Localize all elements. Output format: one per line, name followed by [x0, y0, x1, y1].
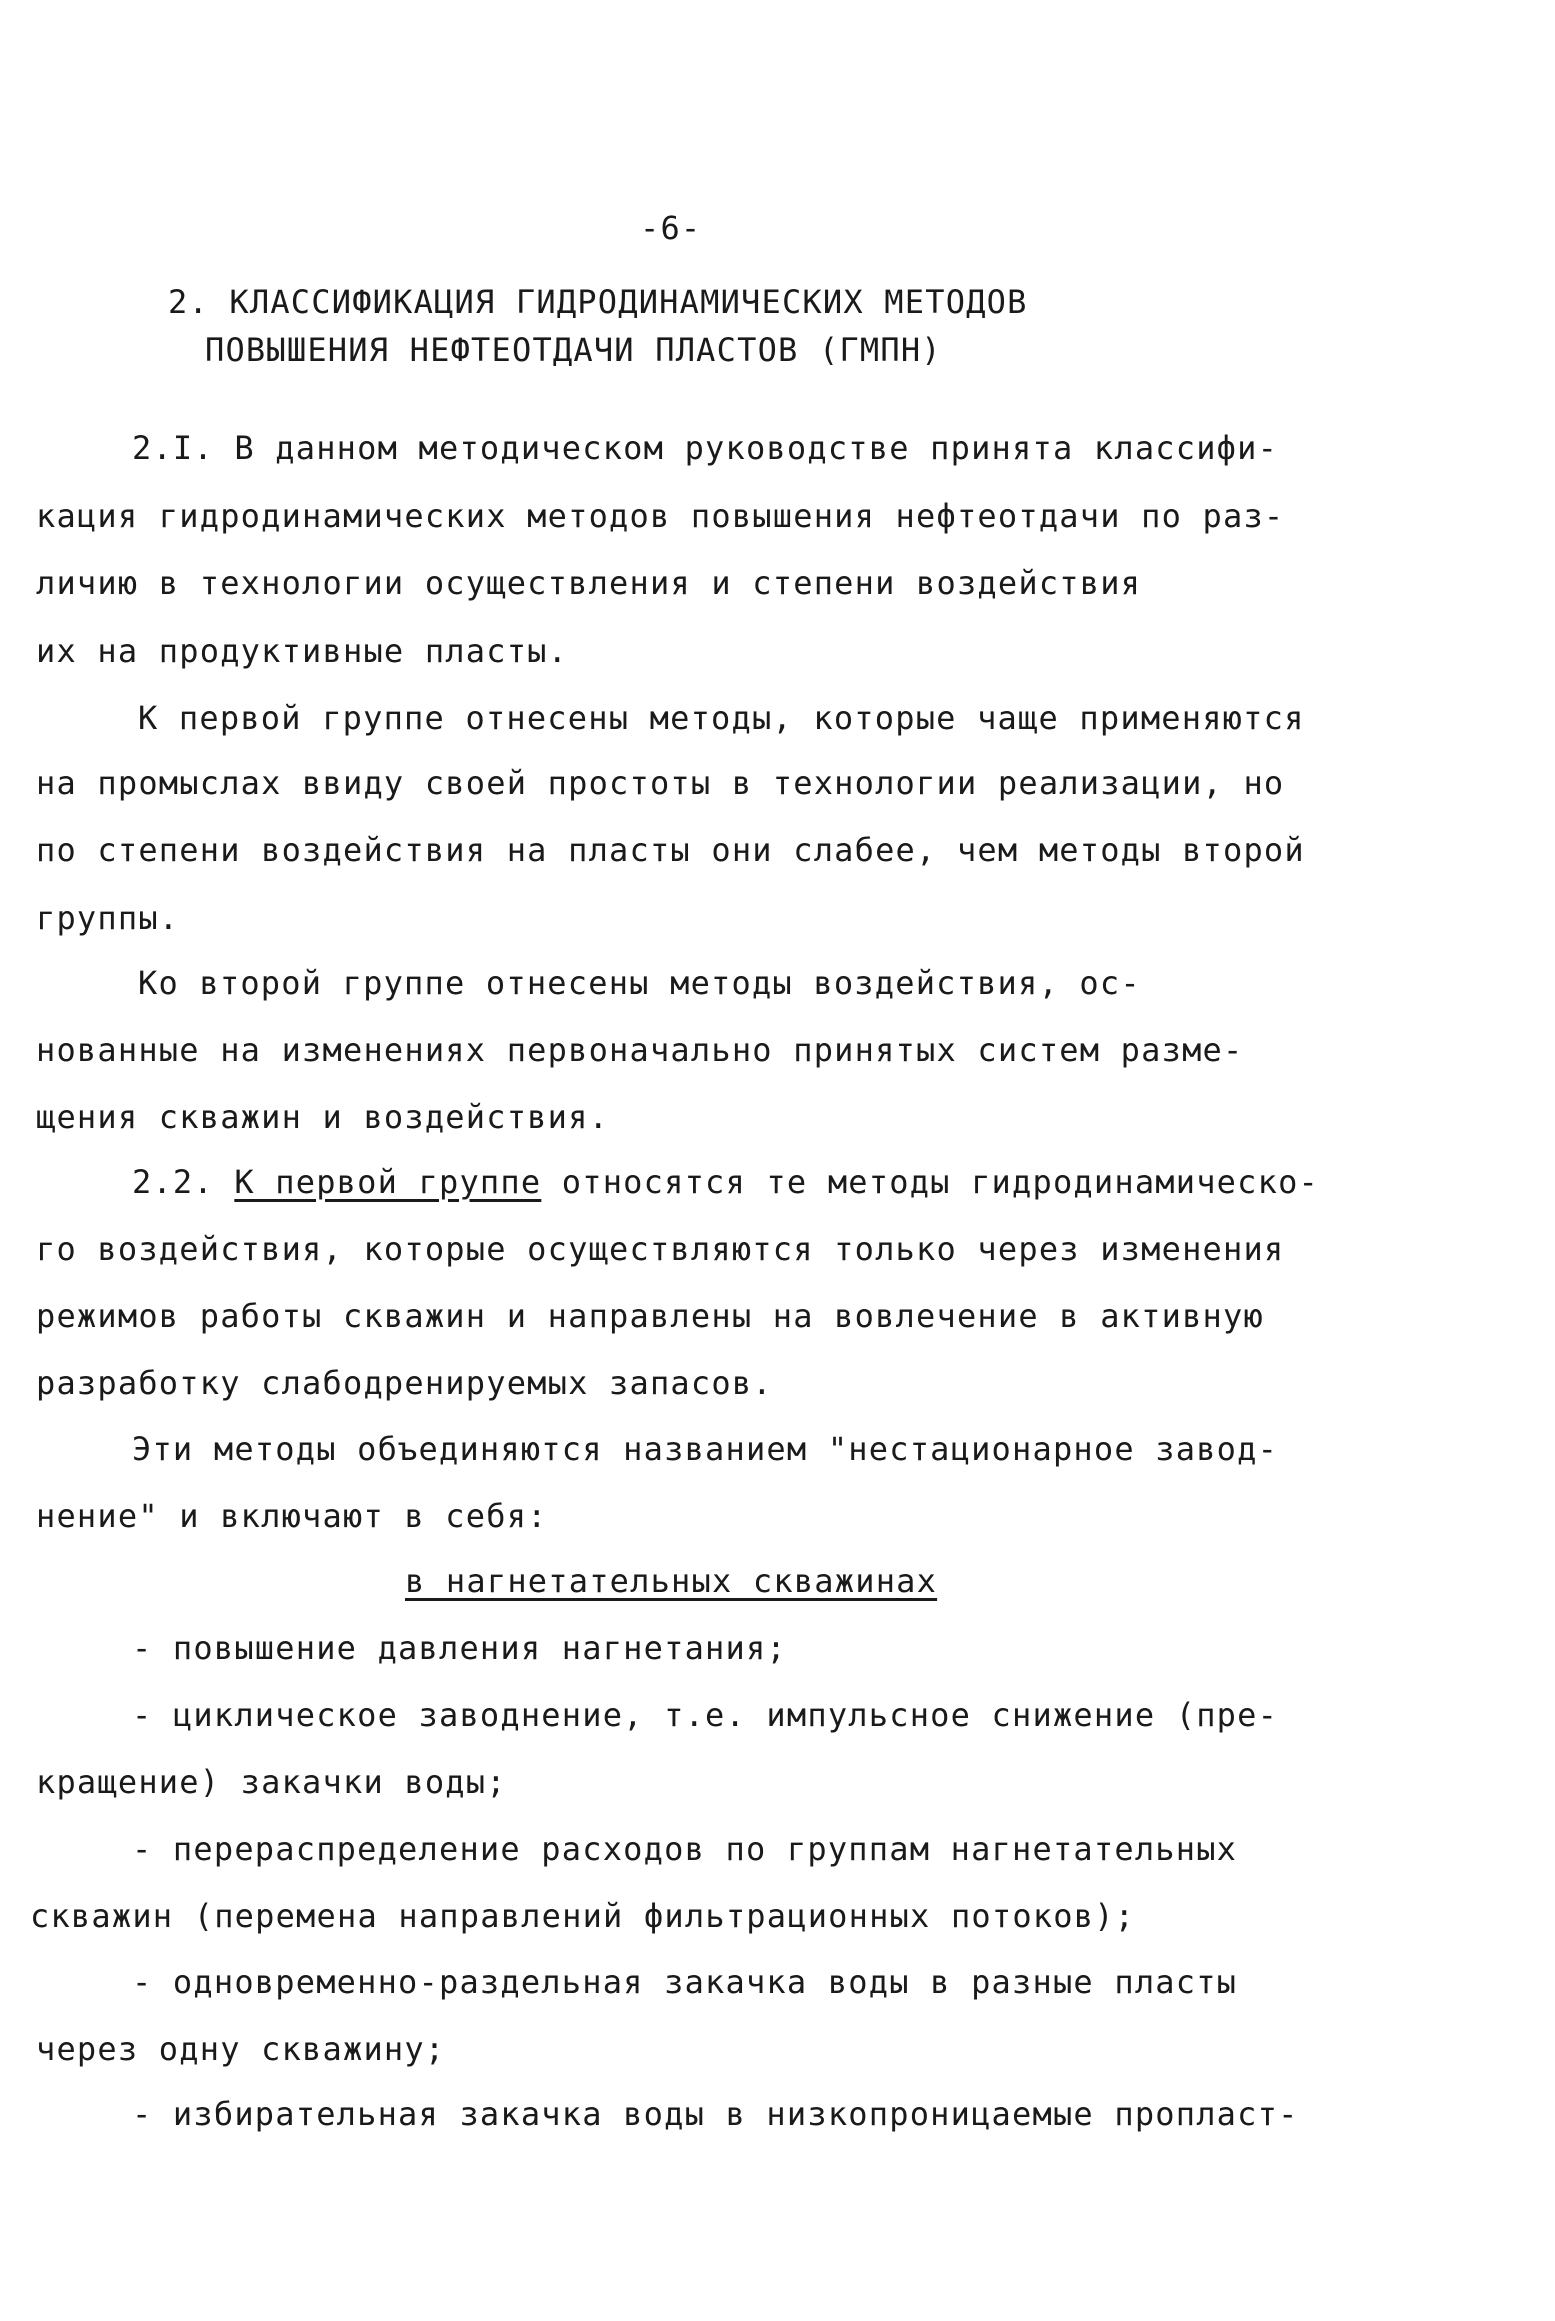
paragraph-group1-line: К первой группе отнесены методы, которые чаще применяются: [138, 699, 1305, 737]
paragraph-2-1-line: 2.I. В данном методическом руководстве принята классифи-: [132, 429, 1279, 467]
paragraph-2-2-first-line: [132, 1162, 1319, 1202]
list-item: - повышение давления нагнетания;: [132, 1629, 787, 1667]
paragraph-group2-line: Ко второй группе отнесены методы воздействия, ос-: [138, 964, 1141, 1002]
underlined-term: К первой группе: [234, 1163, 542, 1201]
paragraph-names-line: Эти методы объединяются названием "нестационарное завод-: [132, 1430, 1279, 1468]
page-number: -6-: [640, 209, 702, 247]
list-item-continuation: скважин (перемена направлений фильтрационных потоков);: [30, 1897, 1136, 1935]
subheading: в нагнетательных скважинах: [405, 1562, 938, 1600]
paragraph-2-1-line: личию в технологии осуществления и степени воздействия: [36, 564, 1142, 602]
paragraph-2-2-line: режимов работы скважин и направлены на вовлечение в активную: [36, 1297, 1264, 1335]
paragraph-2-1-line: их на продуктивные пласты.: [36, 632, 569, 670]
list-item: - избирательная закачка воды в низкопроницаемые пропласт-: [132, 2095, 1299, 2133]
section-heading-line-1: 2. КЛАССИФИКАЦИЯ ГИДРОДИНАМИЧЕСКИХ МЕТОДОВ: [168, 283, 1028, 321]
paragraph-group2-line: нованные на изменениях первоначально принятых систем разме-: [36, 1031, 1244, 1069]
list-item-continuation: через одну скважину;: [36, 2030, 446, 2068]
paragraph-names-line: нение" и включают в себя:: [36, 1497, 548, 1535]
paragraph-group1-line: на промыслах ввиду своей простоты в технологии реализации, но: [36, 764, 1285, 802]
paragraph-group1-line: группы.: [36, 899, 180, 937]
paragraph-2-2-line: разработку слабодренируемых запасов.: [36, 1364, 773, 1402]
section-heading-line-2: ПОВЫШЕНИЯ НЕФТЕОТДАЧИ ПЛАСТОВ (ГМПН): [205, 331, 942, 369]
list-item: - перераспределение расходов по группам нагнетательных: [132, 1830, 1238, 1868]
list-item: - циклическое заводнение, т.е. импульсное снижение (пре-: [132, 1696, 1279, 1734]
paragraph-group1-line: по степени воздействия на пласты они слабее, чем методы второй: [36, 831, 1305, 869]
paragraph-2-2-continuation: относятся те методы гидродинамическо-: [541, 1163, 1320, 1201]
paragraph-2-2-number: 2.2.: [132, 1163, 235, 1201]
list-item: - одновременно-раздельная закачка воды в разные пласты: [132, 1963, 1238, 2001]
paragraph-2-1-line: кация гидродинамических методов повышения нефтеотдачи по раз-: [36, 497, 1285, 535]
paragraph-group2-line: щения скважин и воздействия.: [36, 1098, 610, 1136]
list-item-continuation: кращение) закачки воды;: [36, 1763, 507, 1801]
paragraph-2-2-line: го воздействия, которые осуществляются только через изменения: [36, 1230, 1285, 1268]
